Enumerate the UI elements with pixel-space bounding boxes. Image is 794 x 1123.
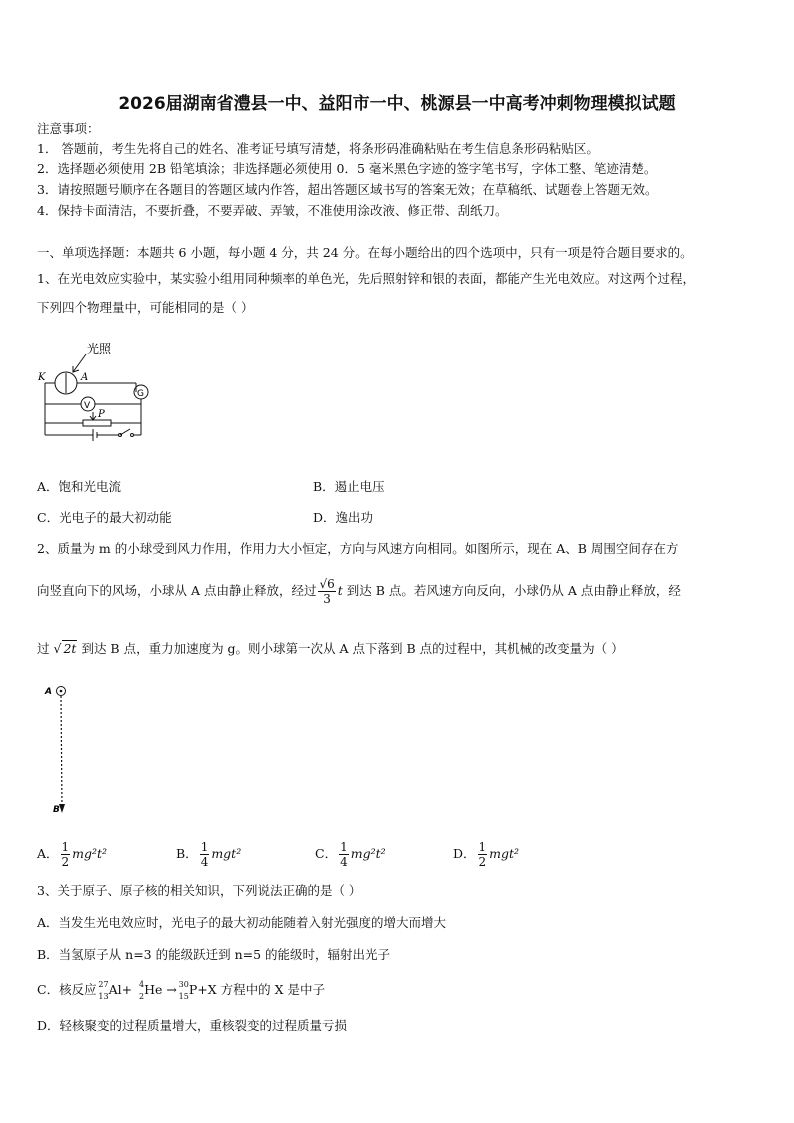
q2-stem-line3: 过 √ 2t 到达 B 点，重力加速度为 g。则小球第一次从 A 点下落到 B 点的过程中，其机械的改变量为（ ） xyxy=(37,641,624,656)
q3-he-nuclide xyxy=(132,979,145,1001)
q2-line3-post: 到达 B 点，重力加速度为 g。则小球第一次从 A 点下落到 B 点的过程中，其机械的改变量为（ ） xyxy=(81,641,624,656)
q2-sqrt-2t: 2t xyxy=(63,641,77,656)
fig-light-label: 光照 xyxy=(87,342,112,356)
q1-option-d: D．逸出功 xyxy=(313,510,374,525)
q2-option-c-num: 1 xyxy=(340,840,348,854)
q2-stem-line2 xyxy=(37,577,681,606)
q2-option-c-den: 4 xyxy=(340,855,348,869)
q3-stem: 3、关于原子、原子核的相关知识，下列说法正确的是（ ） xyxy=(37,883,362,898)
notice-item-1: 1． 答题前，考生先将自己的姓名、准考证号填写清楚，将条形码准确粘贴在考生信息条形码粘贴区。 xyxy=(37,141,599,156)
q2-option-a-label: A． xyxy=(37,846,59,861)
q2-option-a-num: 1 xyxy=(61,840,70,854)
notice-item-4: 4．保持卡面清洁，不要折叠，不要弄破、弄皱，不准使用涂改液、修正带、刮纸刀。 xyxy=(37,203,508,218)
q3-al: Al+ xyxy=(108,982,133,997)
q1-option-a: A．饱和光电流 xyxy=(37,479,122,494)
q2-option-c-expr: mg²t² xyxy=(350,846,386,861)
q2-line2-t: t xyxy=(337,583,343,598)
q2-frac-num: √6 xyxy=(319,577,335,591)
q2-option-b-den: 4 xyxy=(200,855,209,869)
page-title: 2026届湖南省澧县一中、益阳市一中、桃源县一中高考冲刺物理模拟试题 xyxy=(118,94,676,114)
q3-p-charge: 15 xyxy=(178,991,189,1001)
q2-time-fraction xyxy=(318,577,335,606)
fig-g-label: G xyxy=(137,389,144,399)
q2-line3-pre: 过 xyxy=(37,641,50,656)
q2-option-c-label: C． xyxy=(315,846,338,861)
fig-k-label: K xyxy=(38,372,46,383)
q2-option-b-label: B． xyxy=(176,846,198,861)
q2-fall-figure xyxy=(44,682,84,818)
q2-option-d-num: 1 xyxy=(478,840,487,854)
q1-stem-line2: 下列四个物理量中，可能相同的是（ ） xyxy=(37,300,254,315)
q3-he-charge: 2 xyxy=(138,991,145,1001)
q3-p-nuclide xyxy=(177,979,189,1001)
q1-circuit-figure xyxy=(38,340,158,455)
notice-item-3: 3．请按照题号顺序在各题目的答题区域内作答，超出答题区域书写的答案无效；在草稿纸、试题卷上答题无效。 xyxy=(37,182,658,197)
q3-al-nuclide xyxy=(97,979,109,1001)
q3-option-b: B．当氢原子从 n=3 的能级跃迁到 n=5 的能级时，辐射出光子 xyxy=(37,947,391,962)
q2-option-a-den: 2 xyxy=(61,855,70,869)
q2-option-d xyxy=(453,840,519,869)
notice-item-2: 2．选择题必须使用 2B 铅笔填涂；非选择题必须使用 0．5 毫米黑色字迹的签字笔书写，字体工整、笔迹清楚。 xyxy=(37,161,657,176)
q2-option-d-label: D． xyxy=(453,846,476,861)
q2-stem-line1: 2、质量为 m 的小球受到风力作用，作用力大小恒定，方向与风速方向相同。如图所示，现在 A、B 周围空间存在方 xyxy=(37,541,679,556)
notice-heading: 注意事项： xyxy=(37,121,100,136)
q3-option-a: A．当发生光电效应时，光电子的最大初动能随着入射光强度的增大而增大 xyxy=(37,915,447,930)
q2-option-b-expr: mgt² xyxy=(211,846,242,861)
q3-c-post: 方程中的 X 是中子 xyxy=(220,982,325,997)
q1-stem-line1: 1、在光电效应实验中，某实验小组用同种频率的单色光，先后照射锌和银的表面，都能产生光电效应。对这两个过程， xyxy=(37,271,695,286)
q2-option-b-num: 1 xyxy=(200,840,209,854)
q3-option-c xyxy=(37,979,325,1001)
q2-line2-pre: 向竖直向下的风场，小球从 A 点由静止释放，经过 xyxy=(37,583,317,598)
q3-al-charge: 13 xyxy=(98,991,109,1001)
q3-c-pre: C．核反应 xyxy=(37,982,97,997)
q2-option-b xyxy=(176,840,241,869)
fig-a-label: A xyxy=(81,372,89,383)
q3-arrow: → xyxy=(166,982,177,997)
section-heading: 一、单项选择题：本题共 6 小题，每小题 4 分，共 24 分。在每小题给出的四个选项中，只有一项是符合题目要求的。 xyxy=(37,245,693,260)
q3-p: P+X xyxy=(188,982,217,997)
q3-option-d: D．轻核聚变的过程质量增大，重核裂变的过程质量亏损 xyxy=(37,1018,348,1033)
q1-option-c: C．光电子的最大初动能 xyxy=(37,510,172,525)
fig-p-label: P xyxy=(98,409,105,420)
q2-line2-post: 到达 B 点。若风速方向反向，小球仍从 A 点由静止释放，经 xyxy=(346,583,681,598)
fig-v-label: V xyxy=(84,401,91,411)
q3-he: He xyxy=(144,982,163,997)
q2-option-a-expr: mg²t² xyxy=(72,846,108,861)
q2-frac-den: 3 xyxy=(323,592,331,606)
q3-p-mass: 30 xyxy=(178,979,189,989)
q3-he-mass: 4 xyxy=(138,979,145,989)
fig-point-b: B xyxy=(53,805,60,815)
q2-option-c xyxy=(315,840,386,869)
fig-point-a: A xyxy=(45,687,52,697)
q3-al-mass: 27 xyxy=(98,979,109,989)
q2-option-d-den: 2 xyxy=(478,855,487,869)
q2-option-d-expr: mgt² xyxy=(489,846,520,861)
q2-option-a xyxy=(37,840,107,869)
q1-option-b: B．遏止电压 xyxy=(313,479,385,494)
